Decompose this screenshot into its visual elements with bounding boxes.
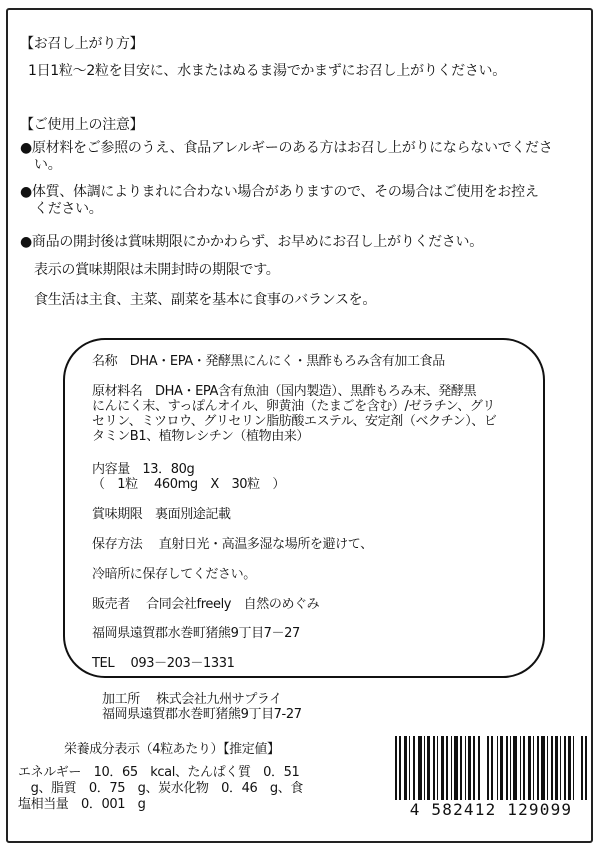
content-amount: 内容量 13．80g [92, 462, 195, 477]
caution-item-1-line-1: ●原材料をご参照のうえ、食品アレルギーのある方はお召し上がりにならないでくださ [20, 140, 553, 156]
product-name: 名称 DHA・EPA・発酵黒にんにく・黒酢もろみ含有加工食品 [92, 354, 445, 369]
processor-address: 福岡県遠賀郡水巻町猪熊9丁目7-27 [102, 707, 302, 722]
processor-name: 加工所 株式会社九州サプライ [102, 692, 282, 707]
caution-note-1: 表示の賞味期限は未開封時の期限です。 [34, 262, 280, 278]
seller-tel: TEL 093－203－1331 [92, 656, 235, 671]
ingredients-line-2: にんにく末、すっぽんオイル、卵黄油（たまごを含む）/ゼラチン、グリ [92, 399, 496, 414]
caution-item-2-line-2: ください。 [34, 201, 103, 217]
nutrition-heading: 栄養成分表示（4粒あたり）【推定値】 [64, 742, 280, 757]
storage-line-1: 保存方法 直射日光・高温多湿な場所を避けて、 [92, 537, 373, 552]
seller-address: 福岡県遠賀郡水巻町猪熊9丁目7－27 [92, 626, 300, 641]
content-detail: （ 1粒 460mg X 30粒 ） [92, 477, 285, 492]
caution-item-1-line-2: い。 [34, 157, 62, 173]
ingredients-line-1: 原材料名 DHA・EPA含有魚油（国内製造）、黒酢もろみ末、発酵黒 [92, 384, 477, 399]
ingredients-line-3: セリン、ミツロウ、グリセリン脂肪酸エステル、安定剤（ベクチン）、ビ [92, 414, 497, 429]
barcode-digits: 4 582412 129099 [393, 800, 589, 819]
nutrition-line-3: 塩相当量 0．001 g [18, 797, 146, 812]
best-before: 賞味期限 裏面別途記載 [92, 507, 231, 522]
caution-item-3: ●商品の開封後は賞味期限にかかわらず、お早めにお召し上がりください。 [20, 234, 483, 250]
caution-note-2: 食生活は主食、主菜、副菜を基本に食事のバランスを。 [34, 292, 377, 308]
seller: 販売者 合同会社freely 自然のめぐみ [92, 597, 320, 612]
usage-heading: 【お召し上がり方】 [20, 36, 144, 52]
storage-line-2: 冷暗所に保存してください。 [92, 567, 256, 582]
ingredients-line-4: タミンB1、植物レシチン（植物由来） [92, 429, 310, 444]
usage-text: 1日1粒～2粒を目安に、水またはぬるま湯でかまずにお召し上がりください。 [28, 63, 506, 79]
nutrition-line-1: エネルギー 10．65 kcal、たんぱく質 0．51 [18, 765, 300, 780]
caution-item-2-line-1: ●体質、体調によりまれに合わない場合がありますので、その場合はご使用をお控え [20, 184, 539, 200]
cautions-heading: 【ご使用上の注意】 [20, 117, 144, 133]
nutrition-line-2: g、脂質 0．75 g、炭水化物 0．46 g、食 [18, 781, 303, 796]
